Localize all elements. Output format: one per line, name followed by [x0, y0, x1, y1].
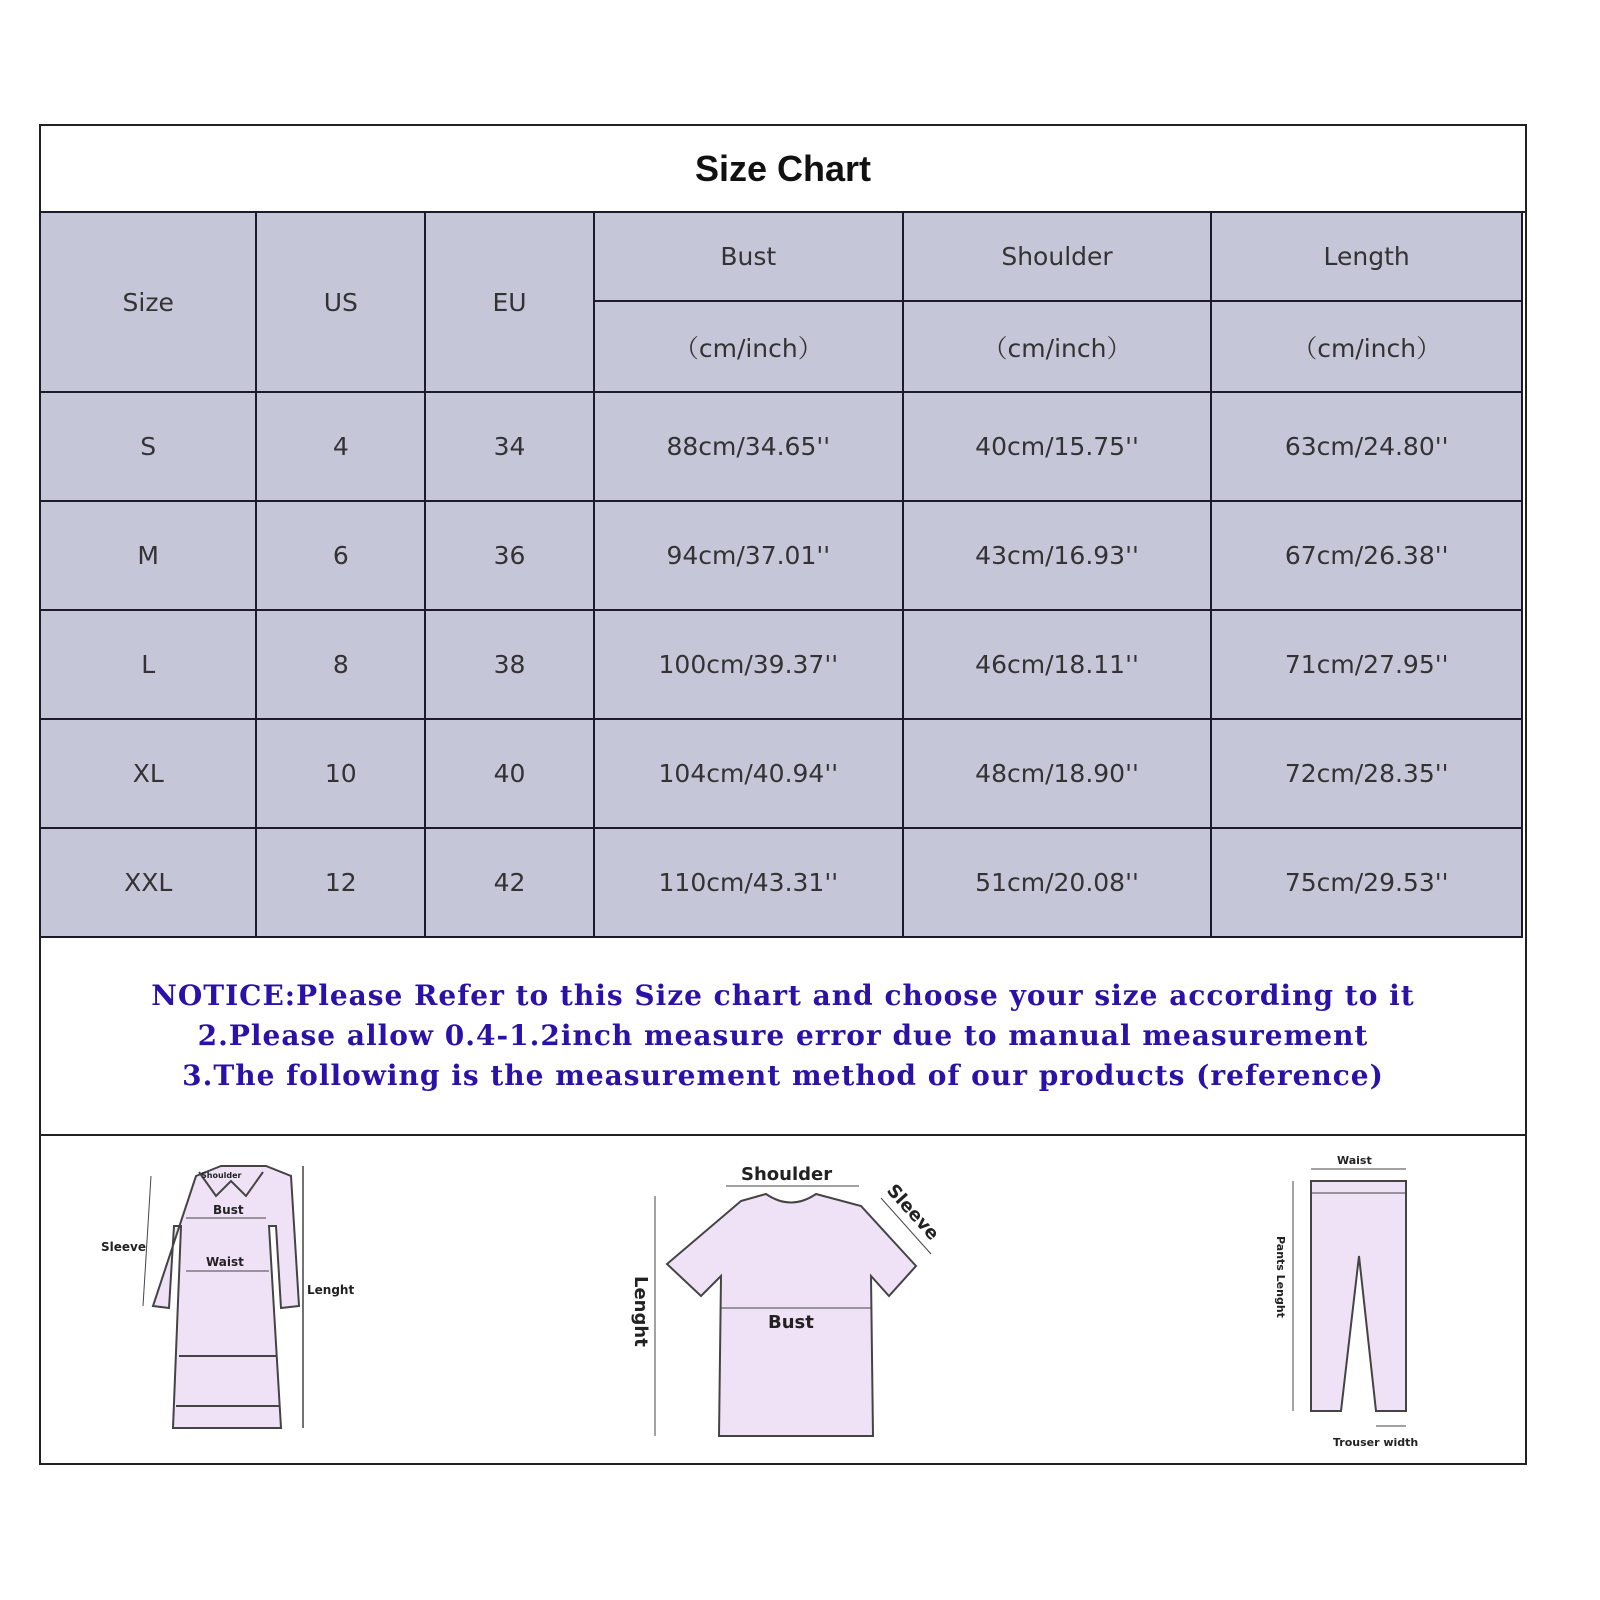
cell-shoulder: 46cm/18.11'' — [903, 610, 1212, 719]
pants-waist-label: Waist — [1337, 1154, 1372, 1167]
tshirt-shoulder-label: Shoulder — [741, 1164, 833, 1185]
cell-us: 10 — [256, 719, 425, 828]
cell-us: 4 — [256, 392, 425, 501]
cell-bust: 104cm/40.94'' — [594, 719, 903, 828]
cell-bust: 94cm/37.01'' — [594, 501, 903, 610]
cell-eu: 34 — [425, 392, 594, 501]
dress-illustration — [101, 1166, 354, 1428]
notice-line-2: 2.Please allow 0.4-1.2inch measure error due to manual measurement — [197, 1019, 1369, 1052]
cell-bust: 100cm/39.37'' — [594, 610, 903, 719]
table-row — [40, 828, 1522, 937]
table-row — [40, 719, 1522, 828]
cell-size: XXL — [40, 828, 256, 937]
header-row — [40, 212, 1522, 301]
cell-us: 8 — [256, 610, 425, 719]
cell-size: XL — [40, 719, 256, 828]
cell-shoulder: 48cm/18.90'' — [903, 719, 1212, 828]
chart-title: Size Chart — [41, 126, 1525, 213]
dress-bust-label: Bust — [213, 1203, 244, 1217]
cell-shoulder: 43cm/16.93'' — [903, 501, 1212, 610]
table-row — [40, 392, 1522, 501]
cell-length: 67cm/26.38'' — [1211, 501, 1522, 610]
tshirt-illustration — [630, 1164, 943, 1436]
cell-us: 6 — [256, 501, 425, 610]
header-size: Size — [40, 212, 256, 392]
size-chart — [39, 124, 1527, 1465]
tshirt-bust-label: Bust — [768, 1312, 814, 1333]
dress-length-label: Lenght — [307, 1283, 355, 1297]
pants-illustration — [1274, 1154, 1418, 1449]
cell-length: 71cm/27.95'' — [1211, 610, 1522, 719]
cell-size: L — [40, 610, 256, 719]
cell-length: 75cm/29.53'' — [1211, 828, 1522, 937]
cell-shoulder: 51cm/20.08'' — [903, 828, 1212, 937]
cell-shoulder: 40cm/15.75'' — [903, 392, 1212, 501]
dress-waist-label: Waist — [206, 1255, 244, 1269]
header-shoulder: Shoulder — [903, 212, 1212, 301]
cell-length: 63cm/24.80'' — [1211, 392, 1522, 501]
size-table — [39, 211, 1523, 938]
header-bust: Bust — [594, 212, 903, 301]
cell-eu: 36 — [425, 501, 594, 610]
cell-size: S — [40, 392, 256, 501]
pants-width-label: Trouser width — [1333, 1436, 1419, 1449]
unit-bust: （cm/inch） — [594, 301, 903, 392]
tshirt-sleeve-label: Sleeve — [882, 1180, 944, 1245]
pants-length-label: Pants Lenght — [1274, 1236, 1287, 1318]
cell-size: M — [40, 501, 256, 610]
tshirt-length-label: Lenght — [630, 1276, 651, 1347]
unit-shoulder: （cm/inch） — [903, 301, 1212, 392]
notice-line-3: 3.The following is the measurement method of our products (reference) — [182, 1059, 1384, 1092]
cell-us: 12 — [256, 828, 425, 937]
cell-bust: 88cm/34.65'' — [594, 392, 903, 501]
notice-line-1: NOTICE:Please Refer to this Size chart and choose your size according to it — [151, 979, 1415, 1012]
cell-eu: 40 — [425, 719, 594, 828]
cell-eu: 42 — [425, 828, 594, 937]
header-eu: EU — [425, 212, 594, 392]
header-length: Length — [1211, 212, 1522, 301]
dress-shoulder-label: Shoulder — [201, 1171, 242, 1180]
cell-eu: 38 — [425, 610, 594, 719]
measurement-illustrations — [41, 1136, 1525, 1465]
dress-sleeve-label: Sleeve — [101, 1240, 146, 1254]
unit-length: （cm/inch） — [1211, 301, 1522, 392]
header-us: US — [256, 212, 425, 392]
cell-bust: 110cm/43.31'' — [594, 828, 903, 937]
cell-length: 72cm/28.35'' — [1211, 719, 1522, 828]
table-row — [40, 501, 1522, 610]
table-row — [40, 610, 1522, 719]
notice — [41, 938, 1525, 1136]
